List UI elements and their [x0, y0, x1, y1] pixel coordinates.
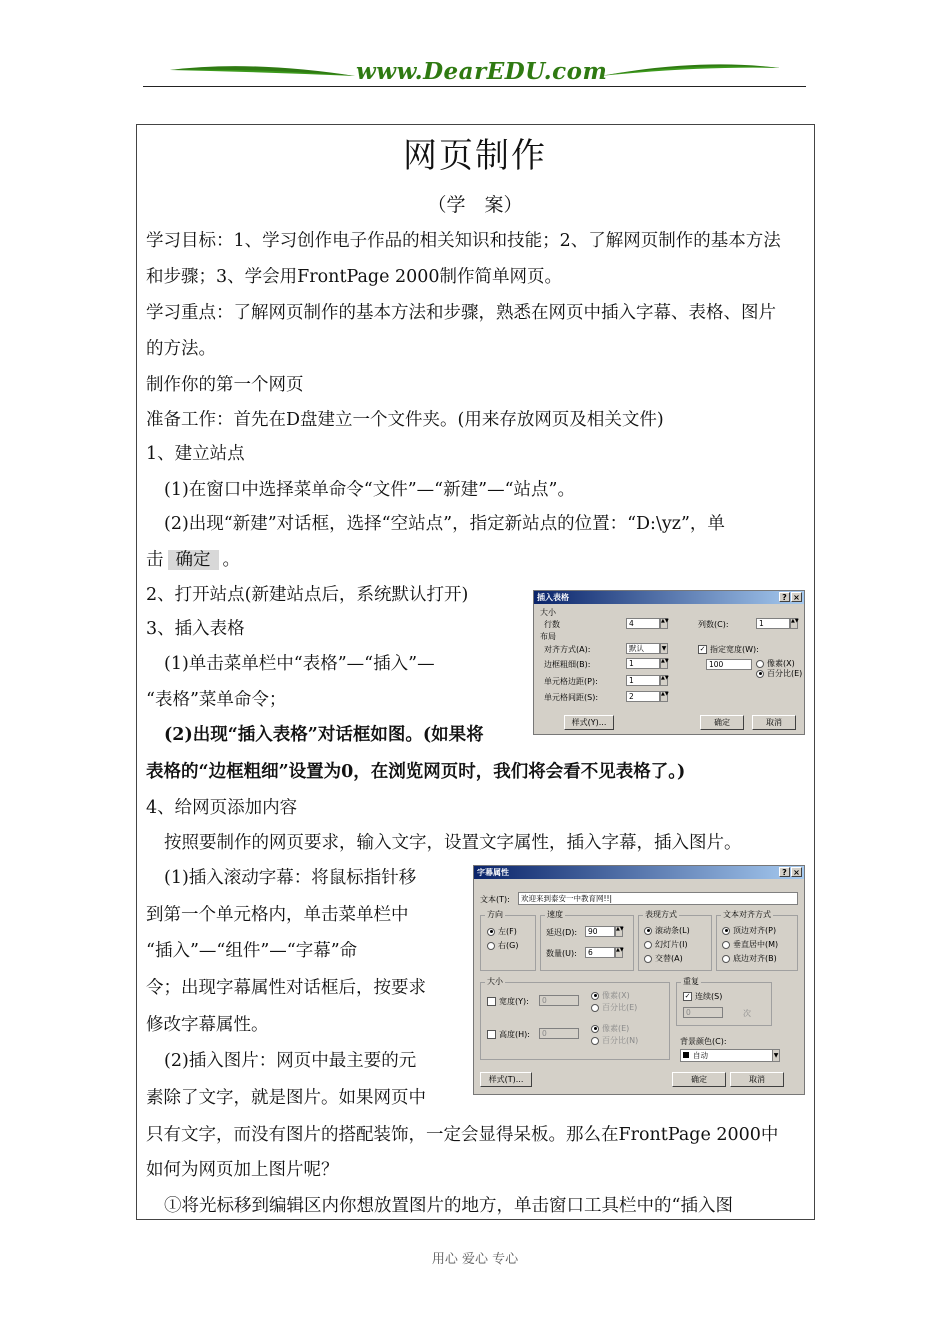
width-checkbox[interactable]: ✓ 指定宽度(W):: [699, 645, 759, 654]
rows-input[interactable]: 4: [626, 618, 660, 629]
text-line: “插入”—“组件”—“字幕”命: [146, 941, 358, 961]
marquee-text-input[interactable]: 欢迎来到泰安一中教育网!!|: [518, 892, 798, 905]
align-label: 对齐方式(A):: [544, 645, 591, 654]
border-spinner[interactable]: ▲▼: [660, 658, 668, 669]
percent-label: 百分比(E): [602, 1003, 638, 1012]
left-label: 左(F): [498, 927, 517, 936]
dialog-titlebar: [474, 866, 804, 879]
speed-group-label: 速度: [547, 910, 563, 919]
height-pixels-radio[interactable]: [591, 1023, 629, 1034]
bottom-label: 底边对齐(B): [733, 954, 777, 963]
amount-label: 数量(U):: [546, 949, 577, 958]
pixels-label: 像素(X): [602, 991, 630, 1000]
text-line: 按照要制作的网页要求，输入文字，设置文字属性，插入字幕，插入图片。: [164, 833, 742, 853]
amount-input[interactable]: 6: [585, 947, 615, 958]
help-button[interactable]: ?: [779, 592, 790, 602]
width-pixels-radio[interactable]: [591, 990, 630, 1001]
slide-radio[interactable]: [644, 939, 688, 950]
dialog-titlebar: [534, 591, 804, 604]
padding-input[interactable]: 1: [626, 675, 660, 686]
size-group: [480, 977, 670, 1060]
width-percent-radio[interactable]: [591, 1002, 637, 1013]
text-line: 到第一个单元格内，单击菜单栏中: [146, 905, 409, 925]
pixels-label: 像素(E): [602, 1024, 630, 1033]
text-line: 如何为网页加上图片呢？: [146, 1160, 339, 1180]
padding-spinner[interactable]: ▲▼: [660, 675, 668, 686]
text-line: 的方法。: [146, 339, 216, 359]
spacing-input[interactable]: 2: [626, 691, 660, 702]
cols-input[interactable]: 1: [756, 618, 790, 629]
text-line: (1)插入滚动字幕：将鼠标指针移: [164, 868, 417, 888]
width-checkbox[interactable]: [487, 996, 529, 1007]
cols-label: 列数(C):: [698, 620, 729, 629]
close-button[interactable]: ×: [791, 867, 802, 877]
delay-spinner[interactable]: ▲▼: [615, 926, 623, 937]
size-group-label: 大小: [487, 977, 503, 986]
page-footer: 用心 爱心 专心: [431, 1252, 519, 1267]
text-line: 修改字幕属性。: [146, 1015, 269, 1035]
text-line: 4、给网页添加内容: [146, 798, 298, 818]
width-check-label: 指定宽度(W):: [710, 645, 759, 654]
direction-group: [480, 910, 536, 971]
speed-group: [540, 910, 634, 971]
scroll-label: 滚动条(L): [655, 926, 690, 935]
text-line: (2)出现“新建”对话框，选择“空站点”，指定新站点的位置：“D:\yz”，单: [164, 514, 725, 534]
delay-input[interactable]: 90: [585, 926, 615, 937]
chevron-down-icon[interactable]: ▼: [772, 1049, 780, 1062]
height-percent-radio[interactable]: [591, 1035, 638, 1046]
times-label: 次: [743, 1009, 751, 1018]
scroll-radio[interactable]: [644, 925, 690, 936]
border-input[interactable]: 1: [626, 658, 660, 669]
dialog-title: 插入表格: [537, 593, 569, 602]
ok-button[interactable]: 确定: [700, 715, 744, 730]
continuous-checkbox[interactable]: ✓ 连续(S): [684, 992, 723, 1001]
alternate-label: 交替(A): [655, 954, 683, 963]
delay-label: 延迟(D):: [546, 928, 578, 937]
middle-align-radio[interactable]: [722, 939, 778, 950]
text-line: 3、插入表格: [146, 619, 245, 639]
percent-label: 百分比(E): [767, 669, 803, 678]
border-label: 边框粗细(B):: [544, 660, 591, 669]
text-line: (2)插入图片：网页中最主要的元: [164, 1051, 417, 1071]
rows-label: 行数: [544, 620, 560, 629]
dialog-title: 字幕属性: [477, 868, 509, 877]
width-check-label: 宽度(Y):: [499, 997, 529, 1006]
behavior-group: [638, 910, 712, 971]
cancel-button[interactable]: 取消: [752, 715, 796, 730]
spacing-label: 单元格间距(S):: [544, 693, 599, 702]
bottom-align-radio[interactable]: [722, 953, 777, 964]
amount-spinner[interactable]: ▲▼: [615, 947, 623, 958]
site-logo: www.DearEDU.com: [356, 58, 608, 85]
style-button[interactable]: 样式(Y)...: [564, 715, 614, 730]
alternate-radio[interactable]: [644, 953, 683, 964]
slide-label: 幻灯片(I): [655, 940, 688, 949]
text-line: 令；出现字幕属性对话框后，按要求: [146, 978, 426, 998]
right-label: 右(G): [498, 941, 519, 950]
marquee-properties-dialog: [473, 865, 805, 1095]
width-input[interactable]: 100: [706, 659, 752, 670]
percent-label: 百分比(N): [602, 1036, 639, 1045]
height-checkbox[interactable]: [487, 1029, 530, 1040]
style-button[interactable]: 样式(T)...: [480, 1072, 532, 1087]
text-line: 和步骤；3、学会用FrontPage 2000制作简单网页。: [146, 267, 563, 287]
insert-table-dialog: [533, 590, 805, 735]
cols-spinner[interactable]: ▲▼: [790, 618, 798, 629]
text-line: 学习重点：了解网页制作的基本方法和步骤，熟悉在网页中插入字幕、表格、图片: [146, 303, 776, 323]
repeat-input[interactable]: 0: [683, 1007, 723, 1018]
direction-left-radio[interactable]: [487, 926, 517, 937]
top-label: 顶边对齐(P): [733, 926, 777, 935]
text-fragment: 。: [222, 550, 240, 570]
spacing-spinner[interactable]: ▲▼: [660, 691, 668, 702]
text-line: 素除了文字，就是图片。如果网页中: [146, 1088, 426, 1108]
text-line: (2)出现“插入表格”对话框如图。(如果将: [164, 725, 484, 745]
page-subtitle: （学 案）: [427, 194, 523, 216]
text-line: 2、打开站点(新建站点后，系统默认打开): [146, 585, 469, 605]
middle-label: 垂直居中(M): [733, 940, 779, 949]
bg-color-label: 背景颜色(C):: [680, 1037, 727, 1046]
bg-color-value: 自动: [693, 1051, 708, 1060]
direction-group-label: 方向: [487, 910, 503, 919]
help-button[interactable]: ?: [779, 867, 790, 877]
text-line: (1)单击菜单栏中“表格”—“插入”—: [164, 654, 435, 674]
repeat-group-label: 重复: [683, 977, 699, 986]
text-line: 制作你的第一个网页: [146, 375, 304, 395]
ok-button[interactable]: 确定: [672, 1072, 726, 1087]
cancel-button[interactable]: 取消: [730, 1072, 784, 1087]
text-line: ①将光标移到编辑区内你想放置图片的地方，单击窗口工具栏中的“插入图: [164, 1196, 733, 1216]
height-input[interactable]: 0: [539, 1028, 579, 1039]
percent-radio[interactable]: [756, 668, 802, 679]
top-align-radio[interactable]: [722, 925, 776, 936]
text-line: “表格”菜单命令；: [146, 690, 287, 710]
height-check-label: 高度(H):: [499, 1030, 530, 1039]
page-title: 网页制作: [403, 136, 547, 176]
text-line: 表格的“边框粗细”设置为0，在浏览网页时，我们将会看不见表格了。): [146, 762, 686, 782]
direction-right-radio[interactable]: [487, 940, 518, 951]
text-line: 学习目标：1、学习创作电子作品的相关知识和技能；2、了解网页制作的基本方法: [146, 231, 781, 251]
text-line: 准备工作：首先在D盘建立一个文件夹。(用来存放网页及相关文件): [146, 410, 664, 430]
width-input[interactable]: 0: [539, 995, 579, 1006]
layout-group-label: 布局: [540, 632, 556, 641]
text-line: 只有文字，而没有图片的搭配装饰，一定会显得呆板。那么在FrontPage 2000中: [146, 1125, 779, 1145]
header-rule: [143, 86, 806, 87]
rows-spinner[interactable]: ▲▼: [660, 618, 668, 629]
text-line: 1、建立站点: [146, 444, 245, 464]
color-swatch: [683, 1052, 689, 1058]
text-align-group: [716, 910, 798, 971]
text-align-group-label: 文本对齐方式: [723, 910, 771, 919]
close-button[interactable]: ×: [791, 592, 802, 602]
padding-label: 单元格边距(P):: [544, 677, 598, 686]
text-line: [146, 548, 240, 572]
repeat-group: [676, 977, 772, 1026]
size-group-label: 大小: [540, 608, 556, 617]
align-select[interactable]: 默认: [626, 643, 660, 654]
continuous-label: 连续(S): [695, 992, 723, 1001]
pixels-label: 像素(X): [767, 659, 795, 668]
chevron-down-icon[interactable]: ▼: [661, 645, 667, 652]
text-line: (1)在窗口中选择菜单命令“文件”—“新建”—“站点”。: [164, 480, 575, 500]
behavior-group-label: 表现方式: [645, 910, 677, 919]
ok-button-label: 确定: [168, 550, 219, 570]
bg-color-select[interactable]: [680, 1049, 776, 1062]
text-label: 文本(T):: [480, 895, 510, 904]
text-fragment: 击: [146, 550, 164, 570]
